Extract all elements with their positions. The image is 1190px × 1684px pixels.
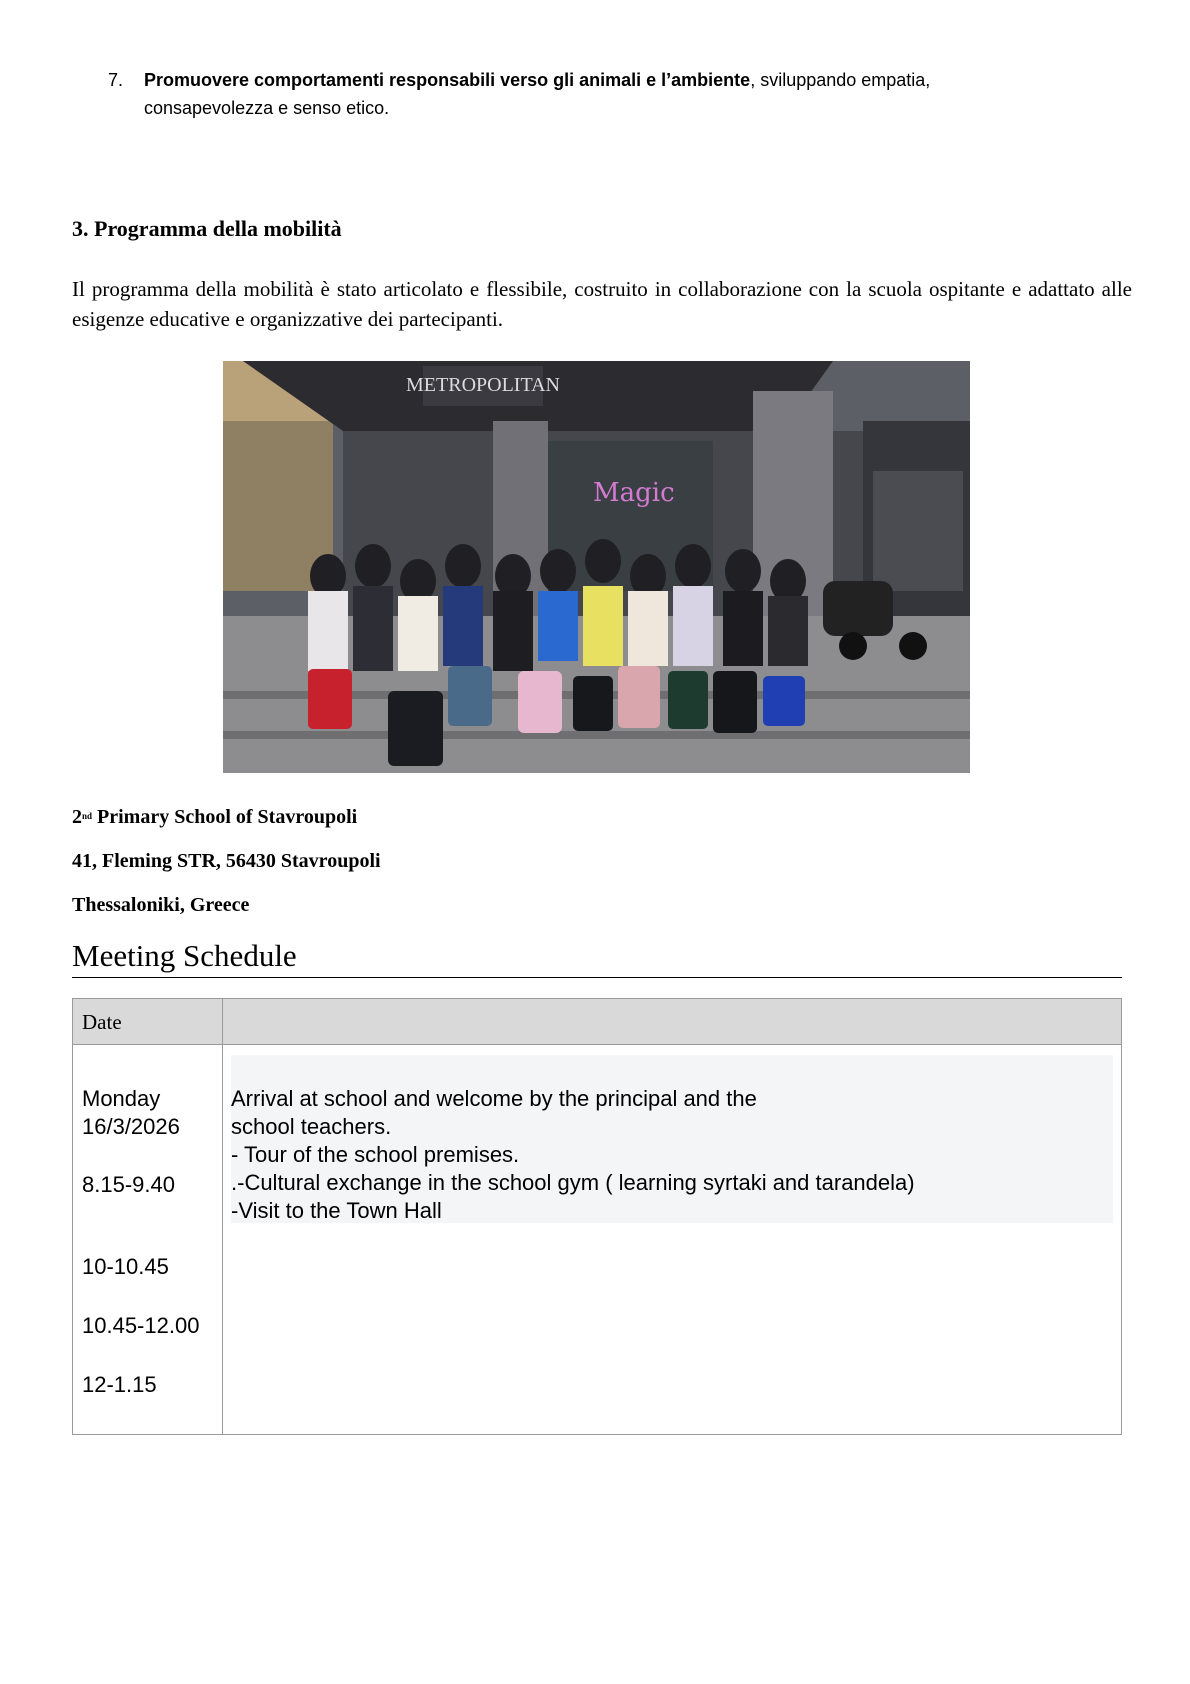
header-date: Date [82, 1010, 122, 1034]
hotel-sign: METROPOLITAN [406, 374, 560, 396]
section-paragraph: Il programma della mobilità è stato articolato e flessibile, costruito in collaborazione con la scuola ospitante e adattato alle esigenze educative e organizzative dei partecipanti. [72, 277, 1132, 331]
day-date: 16/3/2026 [82, 1114, 180, 1139]
list-number: 7. [108, 70, 124, 90]
column-divider [222, 999, 223, 1434]
school-name-number: 2 [72, 806, 82, 828]
school-name [72, 806, 357, 829]
time-slot: 8.15-9.40 [82, 1172, 175, 1197]
list-item-rest-line1: , sviluppando empatia, [750, 70, 931, 90]
schedule-day [82, 1085, 180, 1141]
activity-line: school teachers. [231, 1114, 392, 1139]
school-street: 41, Fleming STR, 56430 Stavroupoli [72, 850, 381, 872]
schedule-table [72, 998, 1122, 1435]
school-name-suffix: nd [82, 811, 93, 821]
shop-sign: Magic [593, 478, 675, 508]
list-item-bold-text: Promuovere comportamenti responsabili verso gli animali e l’ambiente [144, 70, 751, 90]
school-name-rest: Primary School of Stavroupoli [92, 806, 358, 828]
section-heading: 3. Programma della mobilità [72, 216, 342, 241]
group-photo [223, 361, 970, 773]
activity-line: .-Cultural exchange in the school gym ( learning syrtaki and tarandela) [231, 1170, 915, 1195]
activity-line: - Tour of the school premises. [231, 1142, 520, 1167]
schedule-table-header [73, 999, 1121, 1045]
school-city: Thessaloniki, Greece [72, 894, 250, 916]
group-photo-illustration [223, 361, 970, 773]
activity-line: -Visit to the Town Hall [231, 1198, 442, 1223]
time-slot: 10-10.45 [82, 1254, 169, 1279]
list-item-rest-line2: consapevolezza e senso etico. [144, 98, 390, 118]
activity-line: Arrival at school and welcome by the principal and the [231, 1086, 757, 1111]
activity-list [231, 1085, 1111, 1225]
time-slot: 12-1.15 [82, 1372, 157, 1397]
time-slot: 10.45-12.00 [82, 1313, 200, 1338]
list-item-text [144, 66, 1044, 122]
day-name: Monday [82, 1086, 161, 1111]
schedule-title: Meeting Schedule [72, 936, 1122, 978]
